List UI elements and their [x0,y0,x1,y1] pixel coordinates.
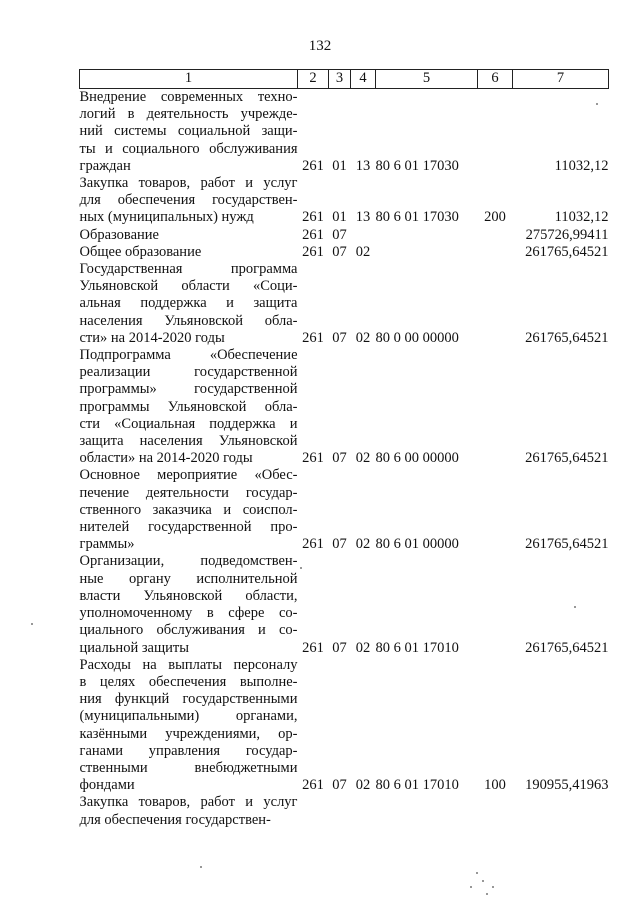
item-name-line: ные органу исполнительной [79,570,298,587]
admin-code-cell: 261 [302,450,324,467]
column-header: 4 [351,70,376,89]
item-name-line: граждан [79,157,131,174]
column-header: 1 [80,70,298,89]
column-header: 6 [478,70,513,89]
item-name-cell [80,89,298,176]
item-name-line: Государственная программа [79,261,298,278]
item-name-line: ственного заказчика и соиспол- [79,501,298,518]
item-name-line: (муниципальными) органами, [79,708,298,725]
target-article-cell: 80 6 01 17030 [375,157,459,174]
item-name-cell [80,467,298,553]
expense-type-cell: 100 [484,777,506,794]
admin-code-cell: 261 [302,536,324,553]
item-name-line: в целях обеспечения выполне- [79,673,298,690]
expense-type-cell [478,261,513,347]
item-name-cell [80,553,298,656]
amount-cell [513,794,609,828]
section-code-cell: 07 [332,777,347,794]
admin-code-cell: 261 [302,226,324,243]
expense-type-cell [478,244,513,261]
table-body [80,89,609,829]
item-name-line: казёнными учреждениями, ор- [79,725,298,742]
item-name-line: Общее образование [79,243,202,260]
admin-code-cell: 261 [302,243,324,260]
item-name-line: программы Ульяновской обла- [79,398,298,415]
table-row [80,657,609,795]
table-row [80,347,609,467]
admin-code-cell: 261 [302,329,324,346]
amount-cell: 11032,12 [554,209,609,226]
table-row [80,227,609,244]
item-name-line: ных (муниципальных) нужд [79,209,254,226]
item-name-line: печение деятельности государ- [79,484,298,501]
amount-cell: 11032,12 [554,157,609,174]
item-name-line: программы» государственной [79,381,298,398]
item-name-line: Закупка товаров, работ и услуг [79,175,298,192]
section-code-cell: 07 [332,536,347,553]
item-name-line: нителей государственной про- [79,519,298,536]
target-article-cell: 80 6 00 00000 [375,450,459,467]
item-name-line: Подпрограмма «Обеспечение [79,347,298,364]
amount-cell: 261765,64521 [525,536,609,553]
target-article-cell: 80 0 00 00000 [375,329,459,346]
amount-cell: 275726,99411 [525,226,609,243]
expense-type-cell [478,347,513,467]
target-article-cell: 80 6 01 17010 [375,777,459,794]
amount-cell: 261765,64521 [525,639,609,656]
item-name-line: населения Ульяновской обла- [79,312,298,329]
item-name-line: для обеспечения государствен- [79,192,298,209]
expense-type-cell: 200 [484,209,506,226]
item-name-line: реализации государственной [79,364,298,381]
subsection-code-cell: 02 [355,243,371,260]
item-name-line: Образование [79,226,159,243]
expense-type-cell [478,794,513,828]
item-name-line: граммы» [79,536,135,553]
expense-type-cell [478,89,513,176]
item-name-line: ты и социального обслуживания [79,140,298,157]
admin-code-cell: 261 [302,639,324,656]
target-article-cell [376,794,478,828]
subsection-code-cell [351,227,376,244]
item-name-line: циальной защиты [79,639,189,656]
section-code-cell: 07 [332,329,347,346]
page-number: 132 [308,38,332,54]
expense-type-cell [478,467,513,553]
item-name-cell [80,175,298,227]
item-name-line: альная поддержка и защита [79,295,298,312]
admin-code-cell: 261 [302,777,324,794]
table-row [80,794,609,828]
column-header: 7 [513,70,609,89]
item-name-line: сти «Социальная поддержка и [79,415,298,432]
item-name-line: Внедрение современных техно- [79,89,298,105]
item-name-line: сти» на 2014-2020 годы [79,329,225,346]
item-name-line: уполномоченному в сфере со- [79,605,298,622]
subsection-code-cell: 02 [355,450,371,467]
table-row [80,175,609,227]
admin-code-cell: 261 [302,209,324,226]
item-name-line: ственными внебюджетными [79,759,298,776]
table-row [80,467,609,553]
item-name-cell [80,347,298,467]
subsection-code-cell [351,794,376,828]
item-name-line: ния функций государственными [79,691,298,708]
subsection-code-cell: 13 [355,157,371,174]
item-name-line: фондами [79,777,135,794]
table-row [80,553,609,656]
budget-table [79,69,609,829]
target-article-cell [376,244,478,261]
admin-code-cell: 261 [302,157,324,174]
item-name-line: Организации, подведомствен- [79,553,298,570]
item-name-line: Расходы на выплаты персоналу [79,656,298,673]
amount-cell: 261765,64521 [525,243,609,260]
target-article-cell: 80 6 01 17010 [375,639,459,656]
column-header: 5 [376,70,478,89]
amount-cell: 261765,64521 [525,329,609,346]
item-name-line: логий в деятельность учрежде- [79,106,298,123]
item-name-line: для обеспечения государствен- [79,811,271,828]
item-name-line: Ульяновской области «Соци- [79,278,298,295]
item-name-line: ний системы социальной защи- [79,123,298,140]
item-name-cell [80,261,298,347]
column-header: 2 [298,70,329,89]
target-article-cell [376,227,478,244]
amount-cell: 261765,64521 [525,450,609,467]
item-name-line: власти Ульяновской области, [79,587,298,604]
subsection-code-cell: 02 [355,777,371,794]
item-name-cell [80,657,298,795]
item-name-cell [80,794,298,828]
table-header-row [80,70,609,89]
target-article-cell: 80 6 01 00000 [375,536,459,553]
item-name-line: области» на 2014-2020 годы [79,450,253,467]
section-code-cell: 01 [332,209,347,226]
table-row [80,244,609,261]
expense-type-cell [478,227,513,244]
item-name-cell [80,244,298,261]
section-code-cell: 07 [332,450,347,467]
table-row [80,89,609,176]
item-name-line: защита населения Ульяновской [79,433,298,450]
item-name-line: ганами управления государ- [79,742,298,759]
item-name-line: циального обслуживания и со- [79,622,298,639]
section-code-cell: 07 [332,243,347,260]
subsection-code-cell: 02 [355,639,371,656]
item-name-cell [80,227,298,244]
column-header: 3 [329,70,351,89]
subsection-code-cell: 13 [355,209,371,226]
amount-cell: 190955,41963 [525,777,609,794]
section-code-cell [329,794,351,828]
expense-type-cell [478,553,513,656]
subsection-code-cell: 02 [355,536,371,553]
item-name-line: Основное мероприятие «Обес- [79,467,298,484]
section-code-cell: 01 [332,157,347,174]
target-article-cell: 80 6 01 17030 [375,209,459,226]
section-code-cell: 07 [332,226,347,243]
admin-code-cell [298,794,329,828]
item-name-line: Закупка товаров, работ и услуг [79,794,298,811]
section-code-cell: 07 [332,639,347,656]
subsection-code-cell: 02 [355,329,371,346]
table-row [80,261,609,347]
